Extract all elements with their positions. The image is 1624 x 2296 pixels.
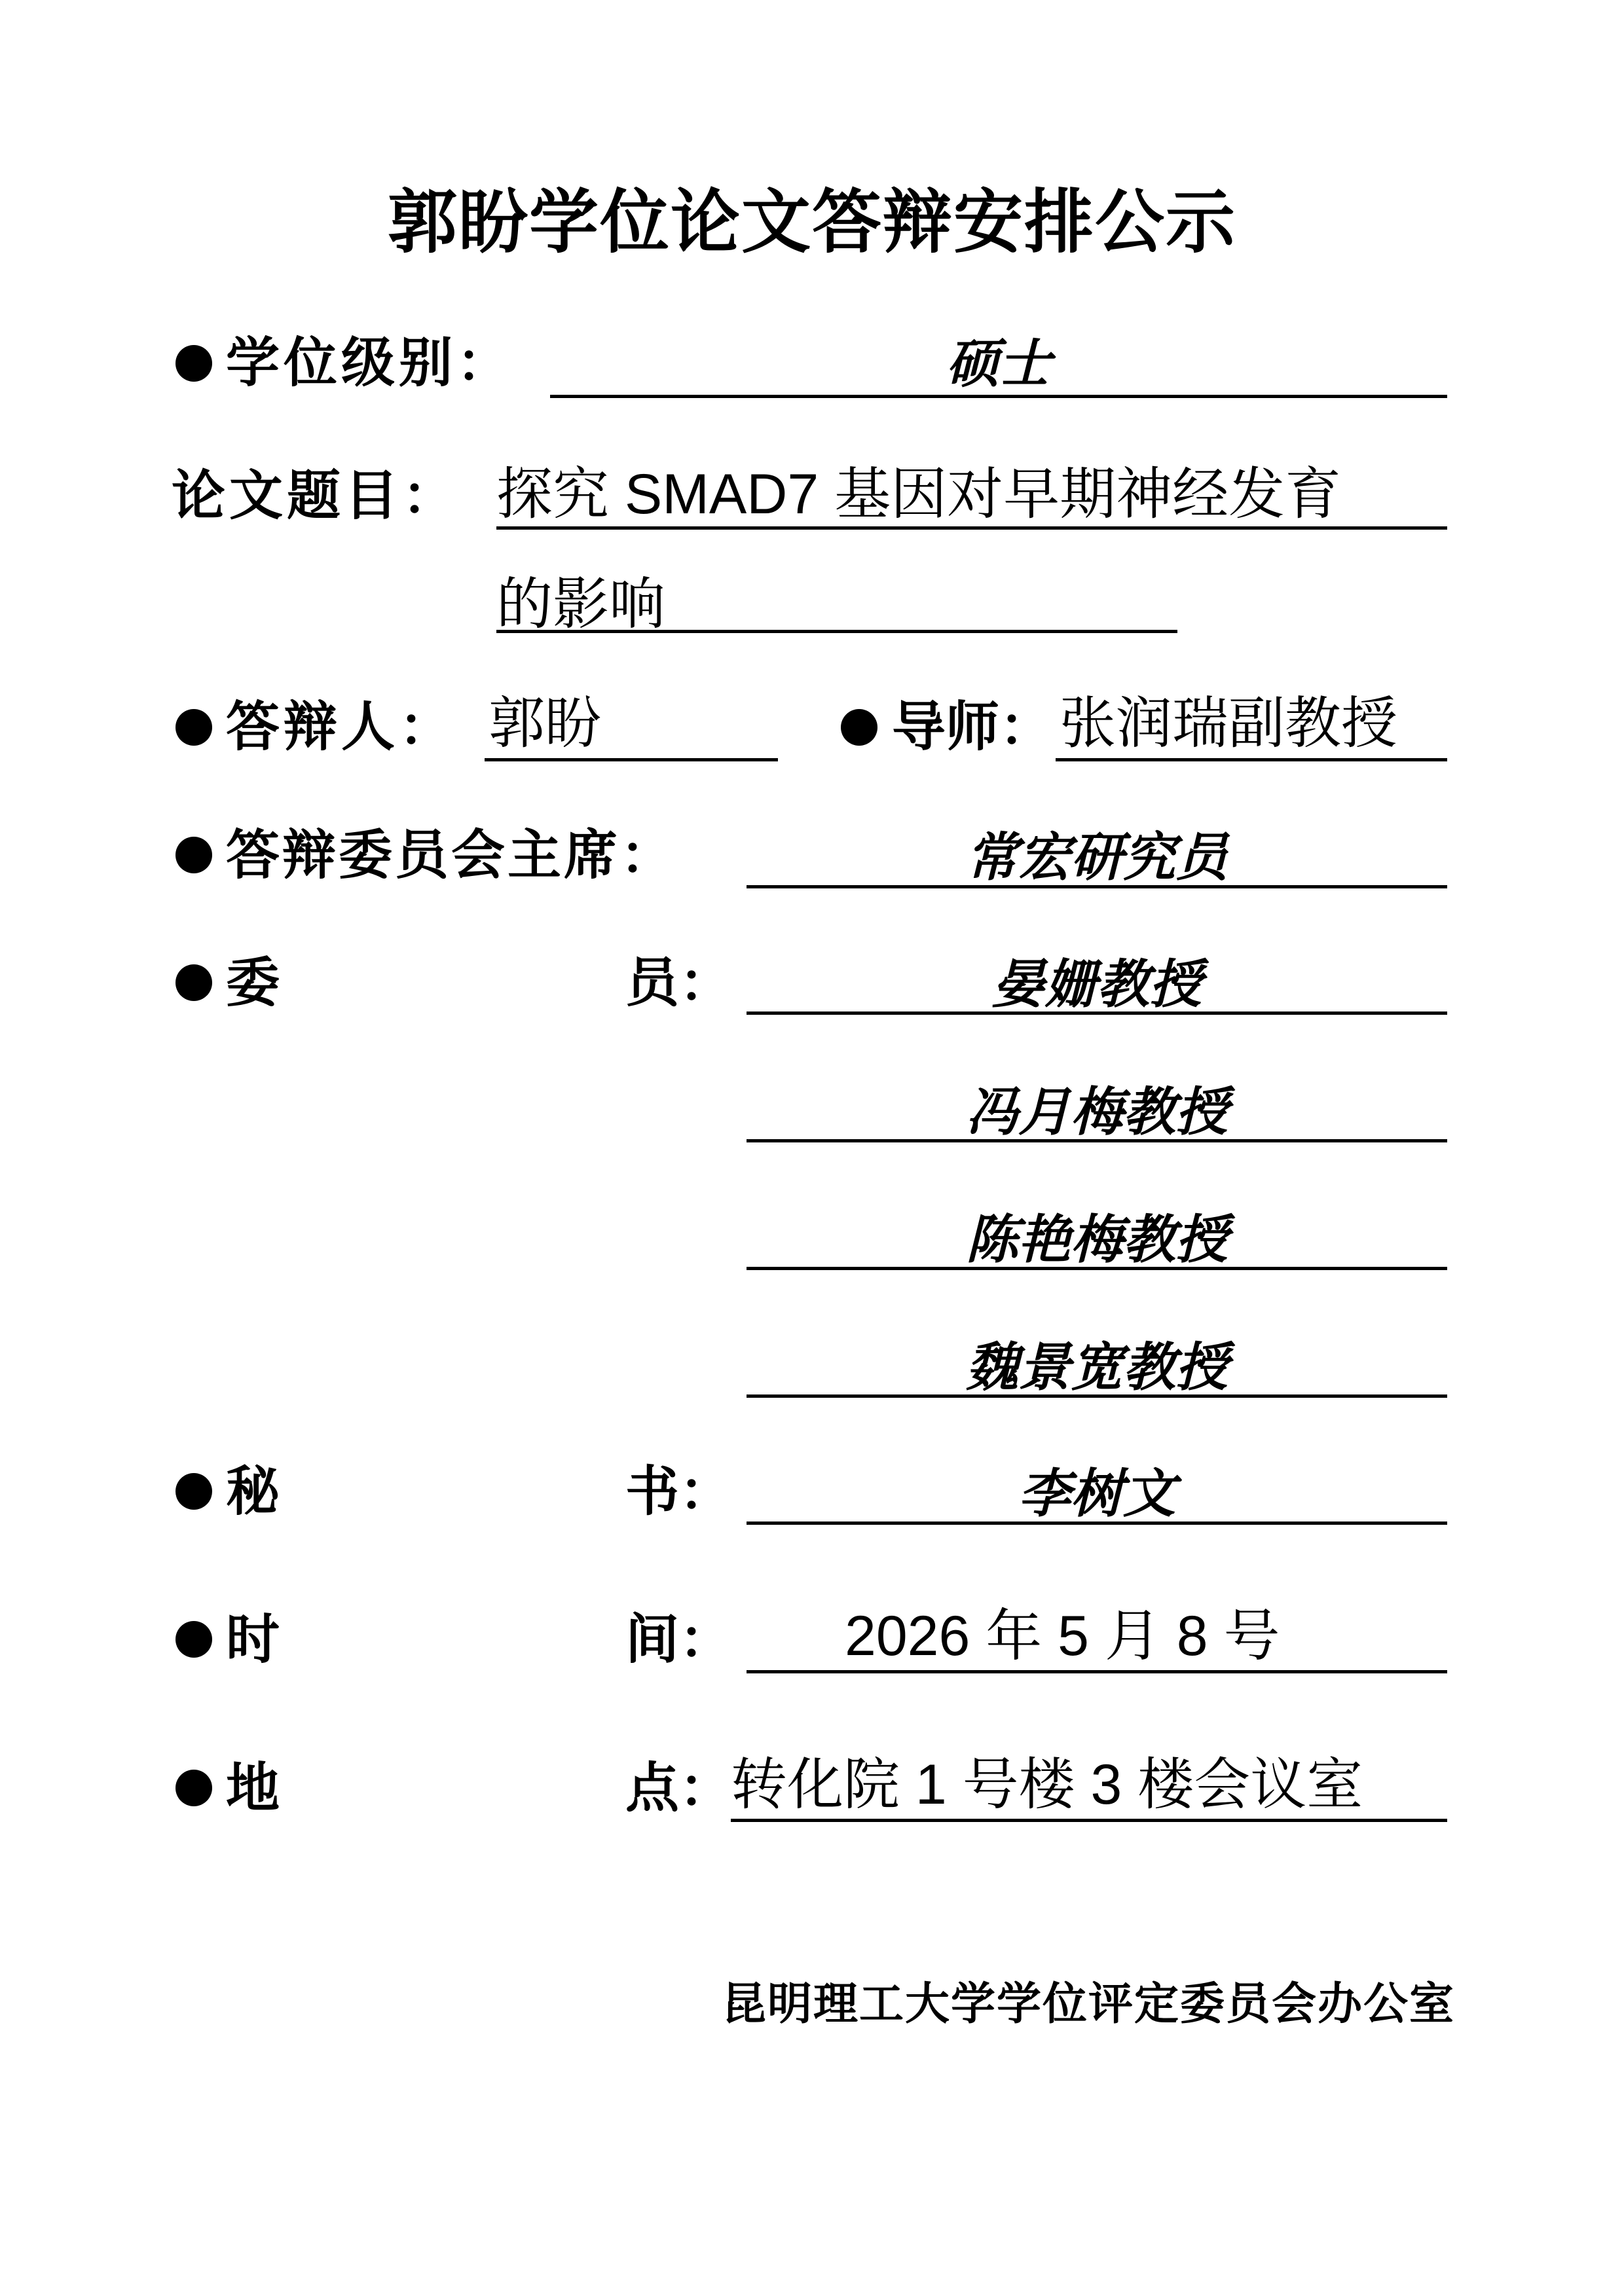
member-name: 冯月梅教授 bbox=[966, 1081, 1228, 1142]
place-label-left: 地 bbox=[226, 1757, 280, 1819]
thesis-title-line1: 探究 SMAD7 基因对早期神经发育 bbox=[496, 463, 1342, 526]
issuer-footer: 昆明理工大学学位评定委员会办公室 bbox=[721, 1978, 1455, 2030]
time-value: 2026 年 5 月 8 号 bbox=[845, 1605, 1280, 1667]
members-label-right: 员： bbox=[625, 952, 733, 1014]
member-name: 魏景宽教授 bbox=[966, 1336, 1228, 1398]
secretary-underline bbox=[747, 1522, 1447, 1525]
place-label-right: 点： bbox=[625, 1757, 733, 1819]
time-label-left: 时 bbox=[226, 1609, 280, 1671]
advisor-value: 张润瑞副教授 bbox=[1060, 692, 1397, 755]
member-name: 陈艳梅教授 bbox=[966, 1209, 1228, 1270]
thesis-underline-2 bbox=[496, 630, 1177, 633]
member-underline bbox=[747, 1394, 1447, 1398]
degree-value: 硕士 bbox=[946, 333, 1051, 394]
degree-label: 学位级别： bbox=[226, 332, 515, 394]
document-title: 郭盼学位论文答辩安排公示 bbox=[388, 182, 1236, 263]
bullet-icon bbox=[175, 345, 212, 382]
time-underline bbox=[747, 1670, 1447, 1673]
defender-underline bbox=[485, 758, 778, 761]
members-label-left: 委 bbox=[226, 952, 280, 1014]
chair-underline bbox=[747, 885, 1447, 888]
bullet-icon bbox=[175, 709, 212, 746]
bullet-icon bbox=[175, 1621, 212, 1658]
advisor-label: 导师： bbox=[892, 696, 1054, 758]
place-underline bbox=[731, 1819, 1447, 1822]
secretary-label-left: 秘 bbox=[226, 1461, 280, 1523]
secretary-label-right: 书： bbox=[625, 1461, 733, 1523]
defender-value: 郭盼 bbox=[489, 692, 601, 755]
place-value: 转化院 1 号楼 3 楼会议室 bbox=[731, 1753, 1363, 1816]
member-underline bbox=[747, 1267, 1447, 1270]
advisor-underline bbox=[1056, 758, 1447, 761]
member-name: 晏姗教授 bbox=[992, 953, 1202, 1015]
time-label-right: 间： bbox=[625, 1609, 733, 1671]
member-underline bbox=[747, 1011, 1447, 1015]
defender-label: 答辩人： bbox=[226, 696, 457, 758]
member-underline bbox=[747, 1139, 1447, 1142]
degree-underline bbox=[550, 395, 1447, 398]
thesis-title-line2: 的影响 bbox=[496, 573, 665, 636]
chair-label: 答辩委员会主席： bbox=[226, 824, 677, 886]
bullet-icon bbox=[175, 964, 212, 1001]
bullet-icon bbox=[175, 1473, 212, 1510]
bullet-icon bbox=[841, 709, 877, 746]
bullet-icon bbox=[175, 837, 212, 873]
secretary-value: 李树文 bbox=[1018, 1463, 1175, 1524]
chair-value: 常宏研究员 bbox=[966, 826, 1228, 888]
thesis-label: 论文题目： bbox=[172, 465, 460, 527]
thesis-underline-1 bbox=[496, 526, 1447, 530]
bullet-icon bbox=[175, 1770, 212, 1806]
